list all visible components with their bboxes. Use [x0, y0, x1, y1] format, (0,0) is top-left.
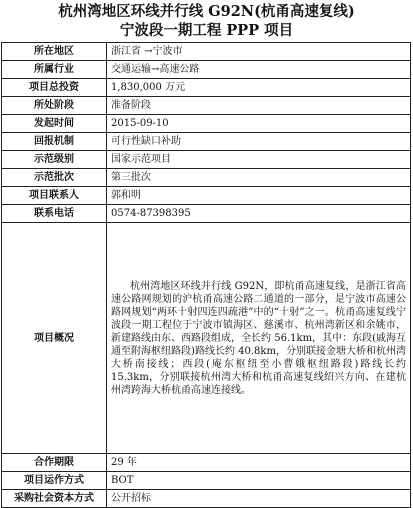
- row-value: 可行性缺口补助: [107, 133, 411, 151]
- row-value: BOT: [107, 472, 411, 490]
- title-line-2: 宁波段一期工程 PPP 项目: [119, 22, 294, 39]
- row-value: 浙江省 →宁波市: [107, 43, 411, 61]
- row-label: 项目总投资: [2, 79, 107, 97]
- row-label: 项目运作方式: [2, 472, 107, 490]
- row-value: 1,830,000 万元: [107, 79, 411, 97]
- row-value: 29 年: [107, 454, 411, 472]
- row-label: 项目联系人: [2, 187, 107, 205]
- table-row: [2, 454, 411, 472]
- row-value: 公开招标: [107, 490, 411, 508]
- row-label: 所在地区: [2, 43, 107, 61]
- table-row: [2, 79, 411, 97]
- row-value: 2015-09-10: [107, 115, 411, 133]
- table-row: [2, 151, 411, 169]
- row-value: 国家示范项目: [107, 151, 411, 169]
- row-label: 示范级别: [2, 151, 107, 169]
- overview-text: 杭州湾地区环线并行线 G92N，即杭甬高速复线，是浙江省高速公路网规划的沪杭甬高速公路二通道的一部分，是宁波市高速公路网规划“两环十射四连四疏港”中的“十射”之一。杭甬高速复线宁波段一期工程位于宁波市镇海区、慈溪市、杭州湾新区和余姚市，新建路线由东、西路段组成，全长约 56.1km，其中：东段(戚海互通至附海枢纽路段)路线长约 40.8km，分别联接金塘大桥和杭州湾大桥南接线；西段(庵东枢纽至小曹娥枢纽路段)路线长约 15.3km，分别联接杭州湾大桥和杭甬高速复线绍兴方向、在建杭州湾跨海大桥杭甬高速连接线。: [107, 223, 411, 454]
- row-label: 合作期限: [2, 454, 107, 472]
- table-row: [2, 490, 411, 508]
- row-label: 所属行业: [2, 61, 107, 79]
- document-title: [0, 2, 413, 40]
- row-label: 所处阶段: [2, 97, 107, 115]
- table-row: [2, 205, 411, 223]
- table-row: [2, 187, 411, 205]
- table-row: [2, 133, 411, 151]
- table-row: [2, 472, 411, 490]
- row-label: 示范批次: [2, 169, 107, 187]
- row-value: 准备阶段: [107, 97, 411, 115]
- table-row: [2, 115, 411, 133]
- table-row: [2, 61, 411, 79]
- row-label: 发起时间: [2, 115, 107, 133]
- overview-row: [2, 223, 411, 454]
- overview-label: 项目概况: [2, 223, 107, 454]
- row-label: 采购社会资本方式: [2, 490, 107, 508]
- project-info-table: [1, 42, 411, 508]
- table-row: [2, 169, 411, 187]
- row-label: 联系电话: [2, 205, 107, 223]
- table-row: [2, 97, 411, 115]
- row-value: 交通运输→高速公路: [107, 61, 411, 79]
- table-row: [2, 43, 411, 61]
- row-label: 回报机制: [2, 133, 107, 151]
- title-line-1: 杭州湾地区环线并行线 G92N(杭甬高速复线): [58, 3, 355, 20]
- row-value: 0574-87398395: [107, 205, 411, 223]
- row-value: 第三批次: [107, 169, 411, 187]
- row-value: 郭和明: [107, 187, 411, 205]
